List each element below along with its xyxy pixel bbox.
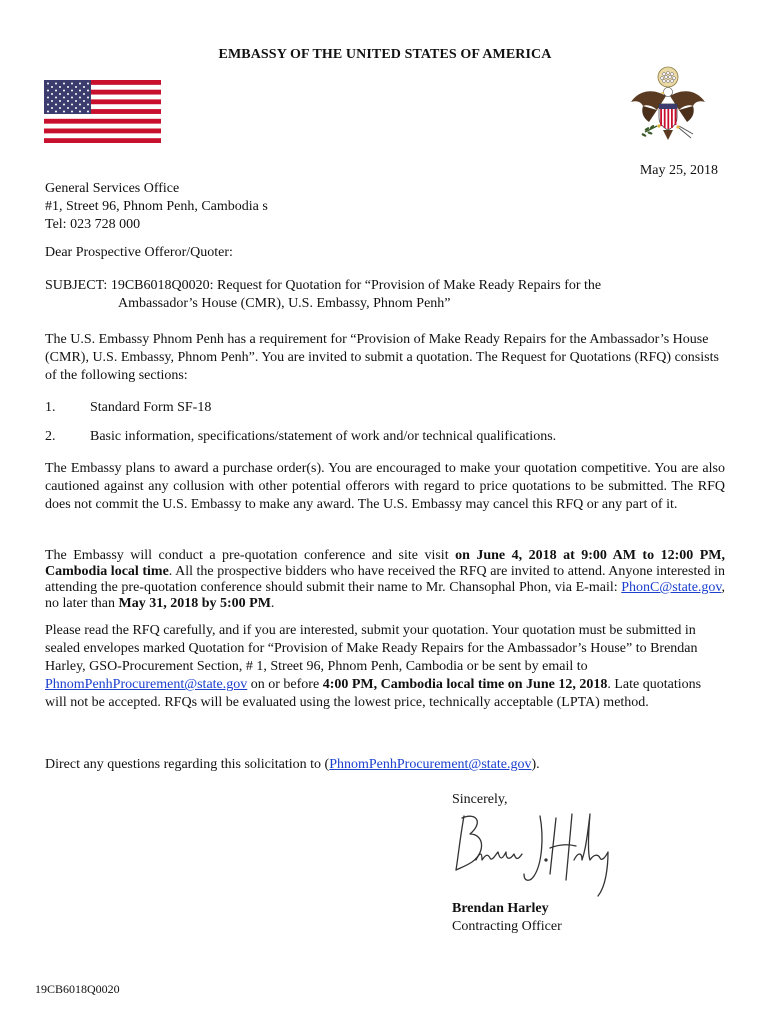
sender-tel: Tel: 023 728 000 <box>45 217 141 232</box>
award-paragraph: The Embassy plans to award a purchase order(s). You are encouraged to make your quotation competitive. You are also cautioned against any collusion with other potential offerors with regard to price quotations to be submitted. The RFQ does not commit the U.S. Embassy to make any award. The U.S. Embassy may cancel this RFQ or any part of it. <box>45 461 725 512</box>
subject-line-2: Ambassador’s House (CMR), U.S. Embassy, Phnom Penh” <box>118 296 451 311</box>
conference-text: . All the prospective bidders who have received the RFQ are invited to attend. Anyone interested in attending the pre-quotation conference should submit their name to Mr. Chansophal Phon, via E-mail: <box>45 564 726 595</box>
salutation: Dear Prospective Offeror/Quoter: <box>45 245 233 260</box>
section-number: 1. <box>45 400 56 415</box>
conference-text: . <box>270 596 275 611</box>
sender-office: General Services Office <box>45 181 180 196</box>
section-number: 2. <box>45 429 56 444</box>
questions-text: Direct any questions regarding this solicitation to ( <box>45 757 330 772</box>
us-flag-icon <box>44 80 161 143</box>
section-text: Standard Form SF-18 <box>90 400 212 415</box>
footer-reference: 19CB6018Q0020 <box>35 982 120 996</box>
section-item-2 <box>45 428 725 446</box>
closing-sincerely: Sincerely, <box>452 792 508 807</box>
section-text: Basic information, specifications/statement of work and/or technical qualifications. <box>90 429 557 444</box>
intro-paragraph: The U.S. Embassy Phnom Penh has a requirement for “Provision of Make Ready Repairs for the Ambassador’s House (CMR), U.S. Embassy, Phnom Penh”. You are invited to submit a quotation. The Request for Quotations (RFQ) consists of the following sections: <box>45 332 719 383</box>
sender-address <box>45 180 268 234</box>
submission-text: Please read the RFQ carefully, and if you are interested, submit your quotation. Your quotation must be submitted in sealed envelopes marked Quotation for “Provision of Make Ready Repairs for the Ambassador’s House” to Brendan Harley, GSO-Procurement Section, # 1, Street 96, Phnom Penh, Cambodia or be sent by email to <box>45 623 698 674</box>
sender-street: #1, Street 96, Phnom Penh, Cambodia s <box>45 199 268 214</box>
procurement-email-link[interactable]: PhnomPenhProcurement@state.gov <box>45 677 248 692</box>
letter-date: May 25, 2018 <box>639 163 718 178</box>
great-seal-icon <box>623 66 709 152</box>
conference-paragraph <box>45 548 725 612</box>
signer-name: Brendan Harley <box>452 901 549 916</box>
questions-text: ). <box>531 757 540 772</box>
letterhead-title: EMBASSY OF THE UNITED STATES OF AMERICA <box>218 47 552 62</box>
submission-text: . Late quotations will not be accepted. RFQs will be evaluated using the lowest price, technically acceptable (LPTA) method. <box>45 677 702 710</box>
questions-paragraph <box>45 756 725 774</box>
subject-block <box>45 277 725 313</box>
questions-email-link[interactable]: PhnomPenhProcurement@state.gov <box>329 757 532 772</box>
conference-text: , no later than <box>45 580 725 611</box>
subject-line-1: SUBJECT: 19CB6018Q0020: Request for Quotation for “Provision of Make Ready Repairs for the <box>45 278 602 293</box>
submission-deadline-bold: 4:00 PM, Cambodia local time on June 12, 2018 <box>322 677 608 692</box>
signer-title: Contracting Officer <box>452 919 562 934</box>
conference-text: The Embassy will conduct a pre-quotation conference and site visit <box>45 548 456 563</box>
conference-deadline-bold: May 31, 2018 by 5:00 PM <box>118 596 271 611</box>
submission-paragraph <box>45 622 725 712</box>
submission-text: on or before <box>247 677 323 692</box>
section-item-1 <box>45 399 725 417</box>
conference-date-bold: on June 4, 2018 at 9:00 AM to 12:00 PM, Cambodia local time <box>45 548 725 579</box>
signature-image <box>450 808 620 900</box>
phon-email-link[interactable]: PhonC@state.gov <box>621 580 722 595</box>
